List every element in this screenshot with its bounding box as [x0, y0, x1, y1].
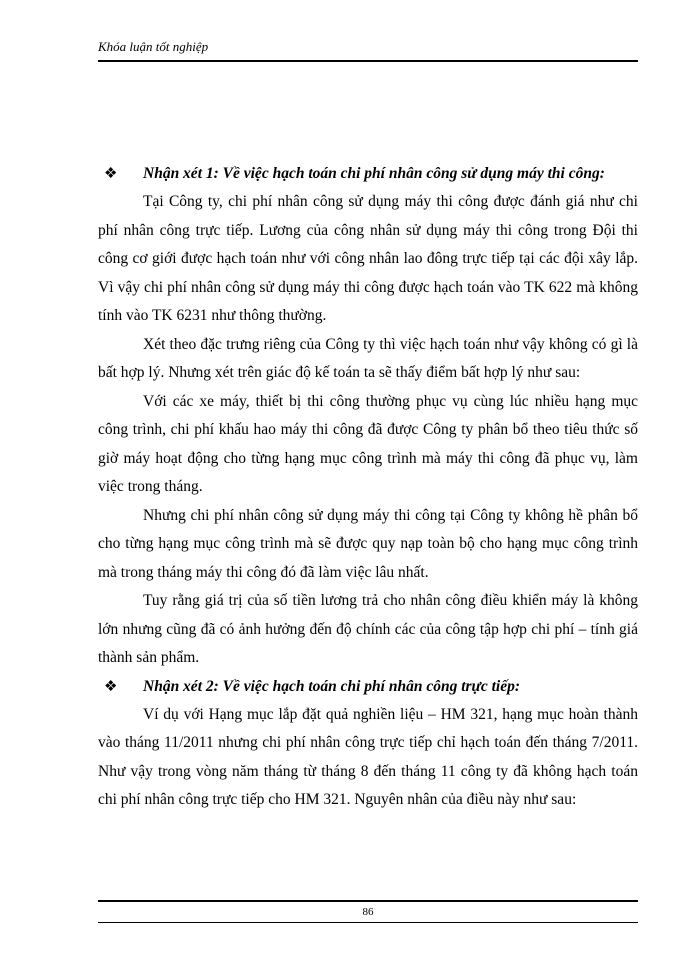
section-heading-text: Nhận xét 2: Về việc hạch toán chi phí nhân công trực tiếp:	[143, 677, 520, 695]
footer-bottom-rule	[98, 922, 638, 923]
paragraph: Tại Công ty, chi phí nhân công sử dụng máy thi công được đánh giá như chi phí nhân công trực tiếp. Lương của công nhân sử dụng máy thi công trong Đội thi công cơ giới được hạch toán như với công nhân lao đông trực tiếp tại các đội xây lắp. Vì vậy chi phí nhân công sử dụng máy thi công được hạch toán vào TK 622 mà không tính vào TK 6231 như thông thường.	[98, 193, 638, 324]
header-rule	[98, 60, 638, 62]
paragraph: Ví dụ với Hạng mục lắp đặt quả nghiền liệu – HM 321, hạng mục hoàn thành vào tháng 11/2011 nhưng chi phí nhân công trực tiếp chỉ hạch toán đến tháng 7/2011. Như vậy trong vòng năm tháng từ tháng 8 đến tháng 11 công ty đã không hạch toán chi phí nhân công trực tiếp cho HM 321. Nguyên nhân của điều này như sau:	[98, 705, 638, 808]
header-title: Khóa luận tốt nghiệp	[98, 39, 209, 54]
page-number: 86	[362, 906, 374, 918]
diamond-bullet-icon: ❖	[104, 166, 118, 182]
paragraph: Xét theo đặc trưng riêng của Công ty thì việc hạch toán như vậy không có gì là bất hợp lý. Nhưng xét trên giác độ kế toán ta sẽ thấy điểm bất hợp lý như sau:	[98, 335, 638, 381]
footer-rule	[98, 900, 638, 902]
paragraph: Tuy rằng giá trị của số tiền lương trả cho nhân công điều khiển máy là không lớn nhưng cũng đã có ảnh hưởng đến độ chính các của công tập hợp chi phí – tính giá thành sản phẩm.	[98, 592, 638, 666]
paragraph: Với các xe máy, thiết bị thi công thường phục vụ cùng lúc nhiều hạng mục công trình, chi phí khấu hao máy thi công đã được Công ty phân bổ theo tiêu thức số giờ máy hoạt động cho từng hạng mục công trình mà máy thi công đã phục vụ, làm việc trong tháng.	[98, 392, 638, 495]
page-header	[98, 38, 638, 56]
paragraph: Nhưng chi phí nhân công sử dụng máy thi công tại Công ty không hề phân bổ cho từng hạng mục công trình mà sẽ được quy nạp toàn bộ cho hạng mục công trình mà trong tháng máy thi công đó đã làm việc lâu nhất.	[98, 506, 638, 581]
document-body	[98, 160, 638, 815]
section-heading-1	[98, 160, 638, 188]
diamond-bullet-icon: ❖	[104, 678, 118, 695]
section-heading-2	[98, 673, 638, 701]
section-heading-text: Nhận xét 1: Về việc hạch toán chi phí nhân công sử dụng máy thi công:	[143, 165, 605, 182]
